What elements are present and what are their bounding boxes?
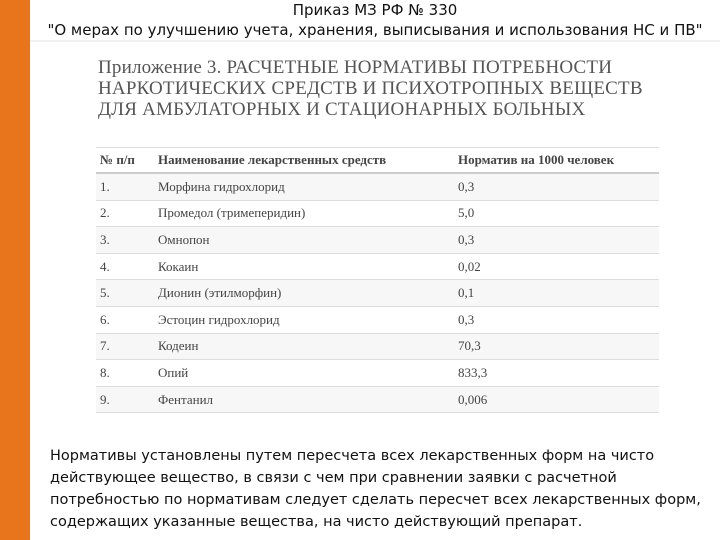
row-number: 9. bbox=[96, 386, 154, 413]
slide-title-line-2: "О мерах по улучшению учета, хранения, выписывания и использования НС и ПВ" bbox=[47, 21, 703, 39]
column-header-norm: Норматив на 1000 человек bbox=[454, 148, 659, 174]
norm-value: 70,3 bbox=[454, 333, 659, 360]
slide-title bbox=[30, 0, 720, 40]
row-number: 2. bbox=[96, 200, 154, 227]
norm-value: 833,3 bbox=[454, 360, 659, 387]
drug-name: Промедол (тримеперидин) bbox=[154, 200, 454, 227]
drug-name: Морфина гидрохлорид bbox=[154, 173, 454, 200]
norm-value: 0,02 bbox=[454, 253, 659, 280]
row-number: 4. bbox=[96, 253, 154, 280]
norm-value: 0,3 bbox=[454, 227, 659, 254]
document-scan bbox=[90, 52, 670, 430]
column-header-name: Наименование лекарственных средств bbox=[154, 148, 454, 174]
drug-name: Эстоцин гидрохлорид bbox=[154, 306, 454, 333]
row-number: 7. bbox=[96, 333, 154, 360]
row-number: 3. bbox=[96, 227, 154, 254]
drug-name: Кокаин bbox=[154, 253, 454, 280]
row-number: 5. bbox=[96, 280, 154, 307]
row-number: 1. bbox=[96, 173, 154, 200]
drug-name: Опий bbox=[154, 360, 454, 387]
table-header-row bbox=[96, 148, 659, 174]
table-row bbox=[96, 280, 659, 307]
norm-value: 0,006 bbox=[454, 386, 659, 413]
slide-title-line-1: Приказ МЗ РФ № 330 bbox=[292, 1, 458, 19]
row-number: 6. bbox=[96, 306, 154, 333]
norm-value: 0,3 bbox=[454, 173, 659, 200]
drug-name: Дионин (этилморфин) bbox=[154, 280, 454, 307]
table-row bbox=[96, 200, 659, 227]
table-row bbox=[96, 306, 659, 333]
table-row bbox=[96, 360, 659, 387]
norms-table bbox=[96, 147, 659, 413]
column-header-number: № п/п bbox=[96, 148, 154, 174]
orange-side-bar bbox=[0, 0, 30, 540]
table-row bbox=[96, 253, 659, 280]
table-row bbox=[96, 173, 659, 200]
table-row bbox=[96, 386, 659, 413]
drug-name: Кодеин bbox=[154, 333, 454, 360]
norm-value: 0,1 bbox=[454, 280, 659, 307]
row-number: 8. bbox=[96, 360, 154, 387]
drug-name: Фентанил bbox=[154, 386, 454, 413]
table-row bbox=[96, 227, 659, 254]
footnote-paragraph: Нормативы установлены путем пересчета всех лекарственных форм на чисто действующее вещество, в связи с чем при сравнении заявки с расчетной потребностью по нормативам следует сделать пересчет всех лекарственных форм, содержащих указанные вещества, на чисто действующий препарат. bbox=[50, 448, 701, 530]
appendix-title: Приложение 3. РАСЧЕТНЫЕ НОРМАТИВЫ ПОТРЕБНОСТИ НАРКОТИЧЕСКИХ СРЕДСТВ И ПСИХОТРОПНЫХ ВЕЩЕСТВ ДЛЯ АМБУЛАТОРНЫХ И СТАЦИОНАРНЫХ БОЛЬНЫХ bbox=[98, 57, 643, 120]
title-divider bbox=[30, 40, 720, 42]
norm-value: 5,0 bbox=[454, 200, 659, 227]
norm-value: 0,3 bbox=[454, 306, 659, 333]
drug-name: Омнопон bbox=[154, 227, 454, 254]
table-row bbox=[96, 333, 659, 360]
